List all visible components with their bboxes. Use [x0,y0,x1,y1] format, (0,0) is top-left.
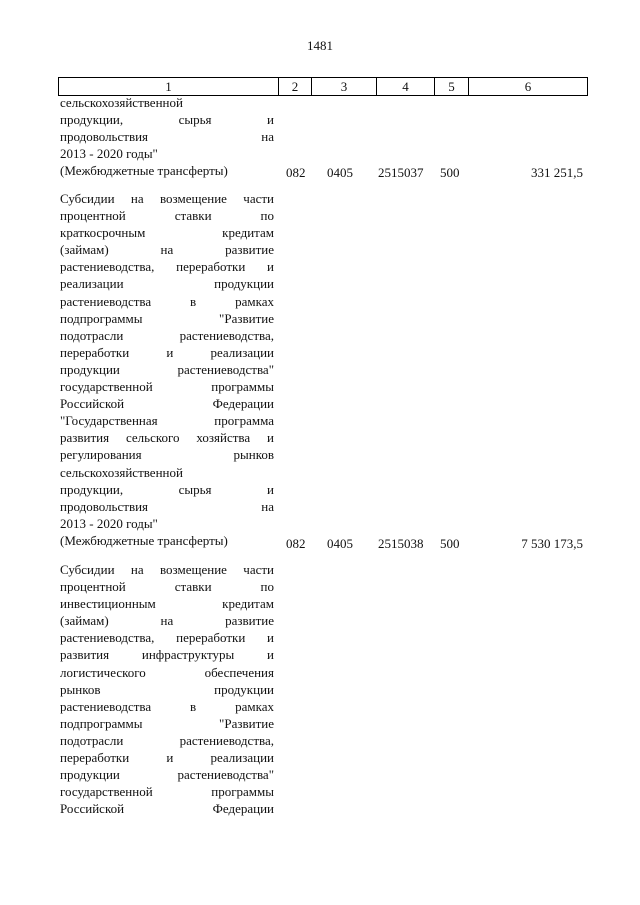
description-line: продукции, сырья и [60,481,274,497]
description-line: "Государственная программа [60,413,274,429]
description-line: Субсидии на возмещение части [60,191,274,206]
description-line: (Межбюджетные трансферты) [60,163,228,179]
row1-code-2: 082 [286,165,306,180]
description-line: рынков продукции [60,681,274,697]
description-line: сельскохозяйственной [60,464,183,480]
description-line: развития инфраструктуры и [60,647,274,663]
description-line: (займам) на развитие [60,242,274,258]
description-line: (займам) на развитие [60,613,274,629]
description-line: 2013 - 2020 годы" [60,515,158,531]
description-line: переработки и реализации [60,344,274,360]
description-line: подпрограммы "Развитие [60,715,274,731]
description-line: процентной ставки по [60,579,274,595]
description-line: краткосрочным кредитам [60,225,274,241]
row1-code-4: 2515037 [378,165,424,180]
description-line: продукции, сырья и [60,112,274,128]
description-line: развития сельского хозяйства и [60,430,274,446]
description-line: продукции растениеводства" [60,361,274,377]
description-line: продовольствия на [60,129,274,145]
header-col-3: 3 [312,78,377,95]
header-col-6: 6 [524,79,532,94]
description-line: реализации продукции [60,276,274,292]
description-line: растениеводства в рамках [60,293,274,309]
description-line: Российской Федерации [60,396,274,412]
description-line: регулирования рынков [60,447,274,463]
header-col-5: 5 [435,78,469,95]
description-line: продукции растениеводства" [60,767,274,783]
page-number: 1481 [307,38,333,53]
description-line: подотрасли растениеводства, [60,732,274,748]
row-description-2 [60,190,274,549]
description-line: инвестиционным кредитам [60,596,274,612]
description-line: переработки и реализации [60,750,274,766]
header-col-1: 1 [59,78,279,95]
description-line: государственной программы [60,784,274,800]
description-line: подпрограммы "Развитие [60,310,274,326]
description-line: государственной программы [60,379,274,395]
description-line: растениеводства, переработки и [60,259,274,275]
description-line: растениеводства, переработки и [60,630,274,646]
description-line: (Межбюджетные трансферты) [60,532,228,548]
row2-code-5: 500 [440,536,460,551]
row1-amount: 331 251,5 [531,165,583,180]
header-col-2: 2 [279,78,312,95]
row2-code-2: 082 [286,536,306,551]
row1-code-5: 500 [440,165,460,180]
description-line: 2013 - 2020 годы" [60,146,158,162]
description-line: Российской Федерации [60,801,274,817]
description-line: подотрасли растениеводства, [60,327,274,343]
description-line: Субсидии на возмещение части [60,562,274,577]
row2-code-4: 2515038 [378,536,424,551]
row1-code-3: 0405 [327,165,353,180]
description-line: логистического обеспечения [60,664,274,680]
description-line: растениеводства в рамках [60,698,274,714]
row2-amount: 7 530 173,5 [521,536,583,551]
description-line: процентной ставки по [60,208,274,224]
row-description-3 [60,561,274,817]
row-description-1 [60,94,274,179]
description-line: сельскохозяйственной [60,95,183,110]
row2-code-3: 0405 [327,536,353,551]
header-col-4: 4 [377,78,435,95]
description-line: продовольствия на [60,498,274,514]
